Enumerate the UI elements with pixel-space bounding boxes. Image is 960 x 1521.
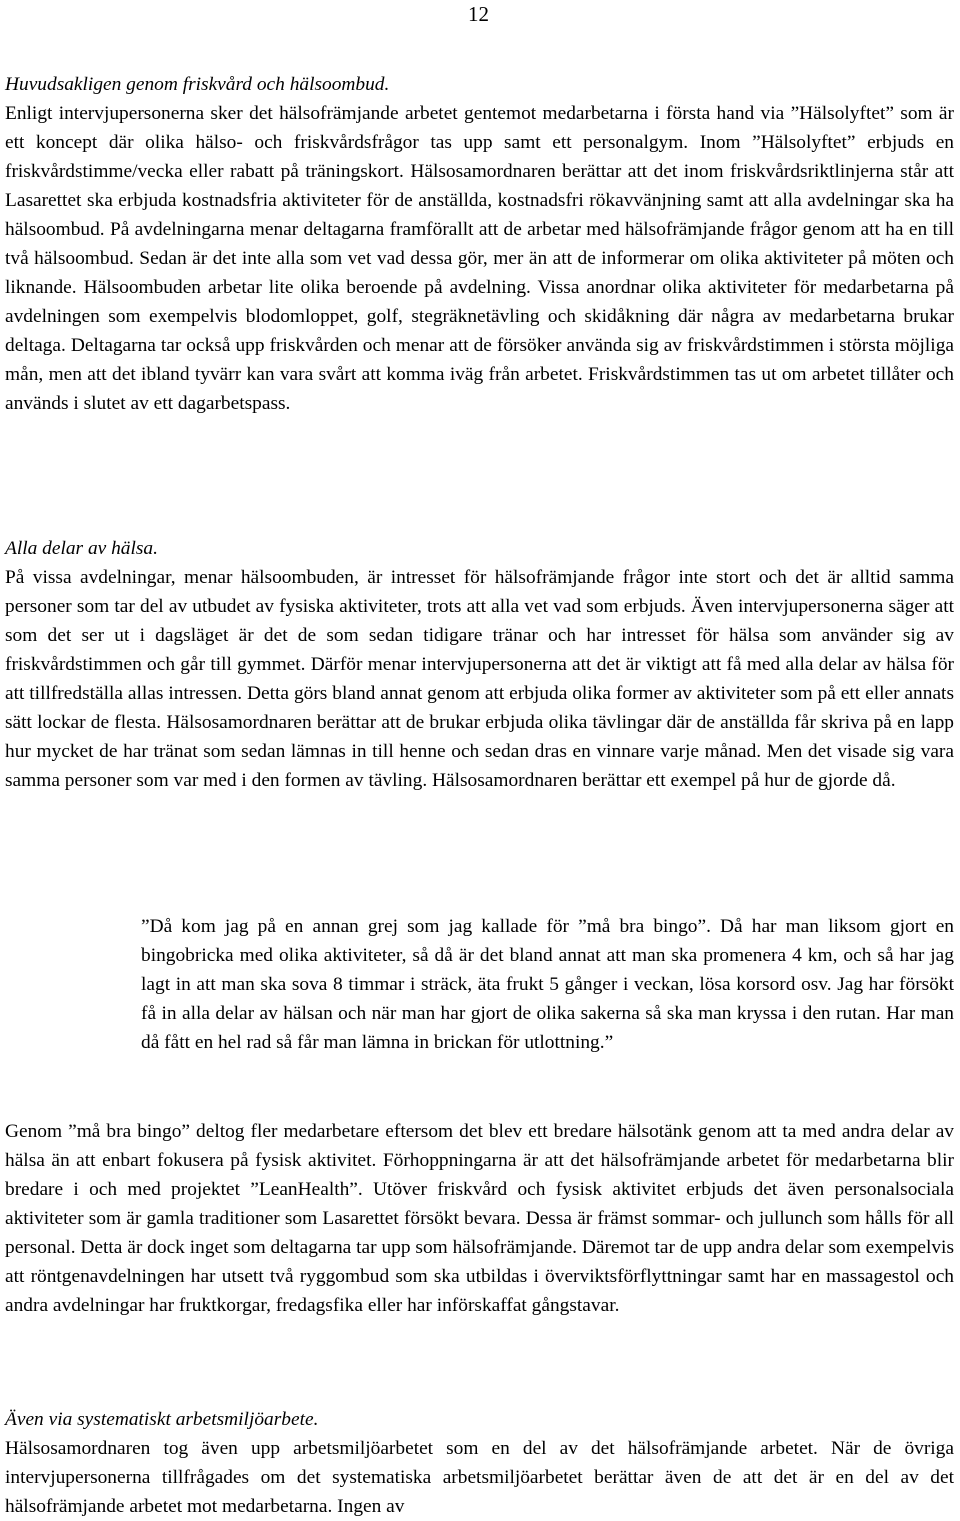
section-heading: Även via systematiskt arbetsmiljöarbete. <box>5 1409 319 1430</box>
section-friskvard <box>5 70 954 418</box>
section-alla-delar <box>5 534 954 795</box>
block-quote: ”Då kom jag på en annan grej som jag kallade för ”må bra bingo”. Då har man liksom gjort en bingobricka med olika aktiviteter, så då är det bland annat att man ska promenera 4 km, och så har jag lagt in att man ska sova 8 timmar i sträck, äta frukt 5 gånger i veckan, lösa korsord osv. Jag har försökt få in alla delar av hälsan och när man har gjort de olika sakerna så ska man kryssa i den rutan. Har man då fått en hel rad så får man lämna in brickan för utlottning.” <box>141 916 954 1053</box>
paragraph-after-quote: Genom ”må bra bingo” deltog fler medarbetare eftersom det blev ett bredare hälsotänk genom att ta med andra delar av hälsa än att enbart fokusera på fysisk aktivitet. Förhoppningarna är att det hälsofrämjande arbetet för medarbetarna blir bredare i och med projektet ”LeanHealth”. Utöver friskvård och fysisk aktivitet erbjuds det även personalsociala aktiviteter som är gamla traditioner som Lasarettet försökt bevara. Dessa är främst sommar- och jullunch som hålls för all personal. Detta är dock inget som deltagarna tar upp som hälsofrämjande. Däremot tar de upp andra delar som exempelvis att röntgenavdelningen har utsett två ryggombud som ska utbildas i överviktsförflyttningar samt har en massagestol och andra avdelningar har fruktkorgar, fredagsfika eller har införskaffat gångstavar. <box>5 1121 954 1316</box>
section-heading: Alla delar av hälsa. <box>5 538 158 559</box>
section-body-text: Enligt intervjupersonerna sker det hälsofrämjande arbetet gentemot medarbetarna i första hand via ”Hälsolyftet” som är ett koncept där olika hälso- och friskvårdsfrågor tas upp samt ett personalgym. Inom ”Hälsolyftet” erbjuds en friskvårdstimme/vecka eller rabatt på träningskort. Hälsosamordnaren berättar att det inom friskvårdsriktlinjerna står att Lasarettet ska erbjuda kostnadsfria aktiviteter för de anställda, kostnadsfri rökavvänjning samt att alla avdelningar ska ha hälsoombud. På avdelningarna menar deltagarna framförallt att de arbetar med hälsofrämjande frågor genom att ha en till två hälsoombud. Sedan är det inte alla som vet vad dessa gör, mer än att de informerar om olika aktiviteter på möten och liknande. Hälsoombuden arbetar lite olika beroende på avdelning. Vissa anordnar olika aktiviteter för medarbetarna på avdelningen som exempelvis blodomloppet, golf, stegräknetävling och skidåkning där några av medarbetarna brukar deltaga. Deltagarna tar också upp friskvården och menar att de försöker använda sig av friskvårdstimmen i största möjliga mån, men att det ibland tyvärr kan vara svårt att komma iväg från arbetet. Friskvårdstimmen tas ut om arbetet tillåter och används i slutet av ett dagarbetspass. <box>5 103 954 414</box>
section-body-text: Hälsosamordnaren tog även upp arbetsmiljöarbetet som en del av det hälsofrämjande arbetet. När de övriga intervjupersonerna tillfrågades om det systematiska arbetsmiljöarbetet berättar även de att det är en del av det hälsofrämjande arbetet mot medarbetarna. Ingen av <box>5 1438 954 1517</box>
section-heading: Huvudsakligen genom friskvård och hälsoombud. <box>5 74 390 95</box>
section-arbetsmiljo <box>5 1405 954 1521</box>
page-number: 12 <box>468 2 489 26</box>
section-body-text: På vissa avdelningar, menar hälsoombuden, är intresset för hälsofrämjande frågor inte stort och det är alltid samma personer som tar del av utbudet av fysiska aktiviteter, trots att alla vet vad som erbjuds. Även intervjupersonerna säger att som det ser ut i dagsläget är det de som sedan tidigare tränar och har intresset för hälsa som använder sig av friskvårdstimmen och går till gymmet. Därför menar intervjupersonerna att det är viktigt att få med alla delar av hälsa för att tillfredställa allas intressen. Detta görs bland annat genom att erbjuda olika former av aktiviteter som på ett eller annats sätt lockar de flesta. Hälsosamordnaren berättar att de brukar erbjuda olika tävlingar där de anställda får skriva på en lapp hur mycket de har tränat som sedan lämnas in till henne och sedan dras en vinnare varje månad. Men det visade sig vara samma personer som var med i den formen av tävling. Hälsosamordnaren berättar ett exempel på hur de gjorde då. <box>5 567 954 791</box>
